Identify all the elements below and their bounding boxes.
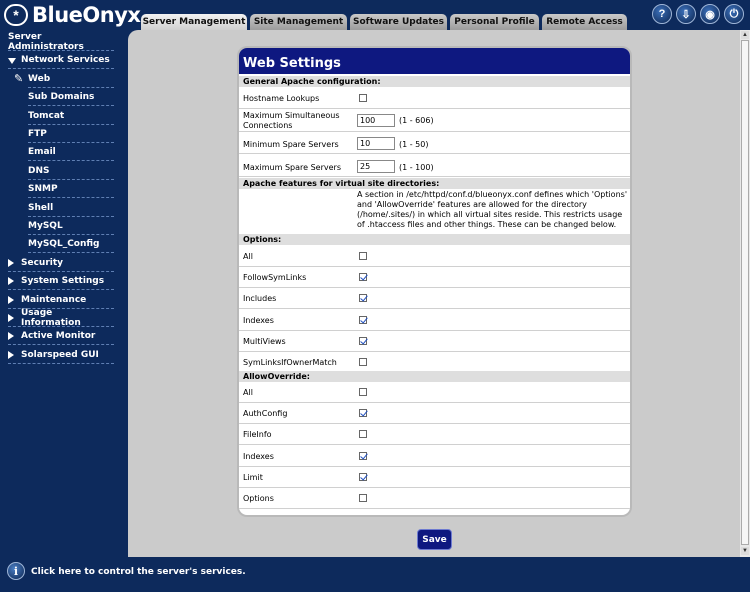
option-label: Options	[243, 494, 274, 503]
overrides-row-fileinfo	[239, 424, 630, 445]
sidebar-item-label: System Settings	[21, 276, 105, 287]
sidebar-item-label: Shell	[28, 202, 54, 213]
collapsed-arrow-icon[interactable]	[8, 351, 14, 359]
option-label: AuthConfig	[243, 409, 288, 419]
option-label: FollowSymLinks	[243, 273, 307, 283]
tab-personal-profile[interactable]: Personal Profile	[450, 14, 539, 30]
indexes-checkbox[interactable]	[359, 452, 367, 460]
logo-mark-icon: *	[4, 4, 28, 26]
sidebar-item-web[interactable]	[14, 71, 114, 88]
min-spare-input[interactable]	[357, 137, 395, 150]
options-checkbox[interactable]	[359, 494, 367, 502]
max-connections-input[interactable]	[357, 114, 395, 127]
scroll-thumb[interactable]	[741, 40, 749, 545]
sidebar-item-shell[interactable]	[28, 200, 114, 217]
tab-software-updates[interactable]: Software Updates	[350, 14, 447, 30]
sidebar-item-security[interactable]	[8, 255, 114, 272]
save-button[interactable]: Save	[417, 529, 452, 550]
service-control-link[interactable]: Click here to control the server's services.	[31, 567, 246, 577]
sidebar-item-mysql-config[interactable]	[28, 236, 114, 253]
sidebar-item-email[interactable]	[28, 144, 114, 161]
sidebar-item-label: FTP	[28, 129, 47, 139]
top-bar	[0, 0, 750, 30]
sidebar-item-server-administrators[interactable]	[8, 34, 114, 51]
help-icon[interactable]: ?	[652, 4, 672, 24]
hostname-lookups-label: Hostname Lookups	[243, 94, 320, 103]
overrides-row-options	[239, 488, 630, 509]
options-row-indexes	[239, 310, 630, 331]
web-settings-panel	[239, 48, 630, 515]
status-icon[interactable]: ◉	[700, 4, 720, 24]
sidebar-item-label: Email	[28, 147, 56, 158]
includes-checkbox[interactable]	[359, 294, 367, 302]
option-label: Limit	[243, 472, 263, 482]
overrides-row-limit	[239, 467, 630, 488]
option-label: Includes	[243, 294, 277, 304]
all-checkbox[interactable]	[359, 252, 367, 260]
max-connections-row	[239, 109, 630, 132]
sidebar-item-ftp[interactable]	[28, 126, 114, 143]
tab-remote-access[interactable]: Remote Access	[542, 14, 627, 30]
options-row-multiviews	[239, 331, 630, 352]
tab-site-management[interactable]: Site Management	[250, 14, 347, 30]
section-header-allowoverride: AllowOverride:	[239, 371, 630, 382]
sidebar-item-system-settings[interactable]	[8, 273, 114, 290]
option-label: MultiViews	[243, 336, 286, 346]
sidebar-item-label: Sub Domains	[28, 92, 95, 103]
overrides-row-all	[239, 382, 630, 403]
collapsed-arrow-icon[interactable]	[8, 277, 14, 285]
panel-title: Web Settings	[239, 48, 630, 74]
features-description-row	[239, 189, 630, 232]
option-label: SymLinksIfOwnerMatch	[243, 358, 337, 367]
sidebar-item-mysql[interactable]	[28, 218, 114, 235]
options-row-followsymlinks	[239, 267, 630, 288]
section-header-general: General Apache configuration:	[239, 76, 630, 87]
sidebar-item-label: MySQL	[28, 221, 63, 231]
option-label: All	[243, 388, 253, 397]
multiviews-checkbox[interactable]	[359, 337, 367, 345]
max-spare-input[interactable]	[357, 160, 395, 173]
sidebar-item-label: Maintenance	[21, 294, 87, 305]
sidebar-item-usage-information[interactable]	[8, 310, 114, 327]
collapsed-arrow-icon[interactable]	[8, 296, 14, 304]
top-icons	[648, 4, 744, 24]
collapsed-arrow-icon[interactable]	[8, 332, 14, 340]
option-label: FileInfo	[243, 430, 272, 440]
fileinfo-checkbox[interactable]	[359, 430, 367, 438]
sidebar-item-label: Tomcat	[28, 110, 65, 121]
power-icon[interactable]: ⏻	[724, 4, 744, 24]
options-row-symlinksifownermatch	[239, 352, 630, 373]
sidebar-item-label: Security	[21, 257, 64, 268]
options-row-includes	[239, 288, 630, 309]
followsymlinks-checkbox[interactable]	[359, 273, 367, 281]
max-connections-range: (1 - 606)	[399, 116, 434, 125]
max-spare-range: (1 - 100)	[399, 163, 434, 172]
authconfig-checkbox[interactable]	[359, 409, 367, 417]
max-connections-label: Maximum Simultaneous Connections	[243, 111, 340, 130]
sidebar-item-label: Active Monitor	[21, 331, 96, 342]
info-icon[interactable]: i	[7, 562, 25, 580]
min-spare-range: (1 - 50)	[399, 140, 429, 149]
sidebar-item-snmp[interactable]	[28, 181, 114, 198]
main-tabs	[141, 14, 630, 30]
sidebar-item-sub-domains[interactable]	[28, 89, 114, 106]
vertical-scrollbar[interactable]	[740, 30, 750, 557]
features-description: A section in /etc/httpd/conf.d/blueonyx.conf defines which 'Options' and 'AllowOverride' features are allowed for the directory (/home/.sites/) in which all virtual sites reside. This restricts usage of .htaccess files and other things. These can be changed below.	[357, 190, 628, 229]
section-header-options: Options:	[239, 234, 630, 245]
scroll-up-arrow-icon[interactable]: ▲	[742, 32, 748, 38]
tab-server-management[interactable]: Server Management	[141, 14, 247, 30]
blueonyx-logo[interactable]	[4, 3, 140, 27]
sidebar-item-label: DNS	[28, 165, 50, 176]
sidebar-item-label: SNMP	[28, 184, 58, 195]
sidebar-item-label: Server Administrators	[8, 32, 84, 52]
all-checkbox[interactable]	[359, 388, 367, 396]
limit-checkbox[interactable]	[359, 473, 367, 481]
hostname-lookups-row	[239, 88, 630, 109]
indexes-checkbox[interactable]	[359, 316, 367, 324]
sidebar-item-label: Solarspeed GUI	[21, 349, 99, 360]
status-bar	[0, 557, 750, 592]
collapsed-arrow-icon[interactable]	[8, 259, 14, 267]
sidebar-item-tomcat[interactable]	[28, 108, 114, 125]
option-label: Indexes	[243, 451, 274, 461]
pencil-icon: ✎	[14, 71, 24, 85]
sidebar-item-maintenance[interactable]	[8, 292, 114, 309]
symlinksifownermatch-checkbox[interactable]	[359, 358, 367, 366]
sidebar-item-label: Web	[28, 73, 51, 84]
hostname-lookups-checkbox[interactable]	[359, 94, 367, 102]
option-label: All	[243, 252, 253, 261]
sidebar-item-network-services[interactable]	[8, 52, 114, 69]
sidebar-item-solarspeed-gui[interactable]	[8, 347, 114, 364]
expanded-arrow-icon[interactable]	[8, 58, 16, 64]
min-spare-label: Minimum Spare Servers	[243, 140, 339, 149]
sidebar-item-dns[interactable]	[28, 163, 114, 180]
option-label: Indexes	[243, 315, 274, 325]
max-spare-label: Maximum Spare Servers	[243, 163, 341, 172]
sidebar-item-label: Usage Information	[21, 308, 81, 328]
options-row-all	[239, 246, 630, 267]
overrides-row-indexes	[239, 446, 630, 467]
max-spare-row	[239, 155, 630, 177]
min-spare-row	[239, 133, 630, 154]
scroll-down-arrow-icon[interactable]: ▼	[742, 548, 748, 554]
logo-wordmark: BlueOnyx	[32, 3, 141, 27]
sidebar-nav	[0, 30, 128, 557]
section-header-features: Apache features for virtual site directories:	[239, 178, 630, 189]
logout-icon[interactable]: ⇩	[676, 4, 696, 24]
collapsed-arrow-icon[interactable]	[8, 314, 14, 322]
sidebar-item-label: Network Services	[21, 55, 110, 66]
sidebar-item-active-monitor[interactable]	[8, 328, 114, 345]
sidebar-item-label: MySQL_Config	[28, 239, 100, 250]
overrides-row-authconfig	[239, 403, 630, 424]
